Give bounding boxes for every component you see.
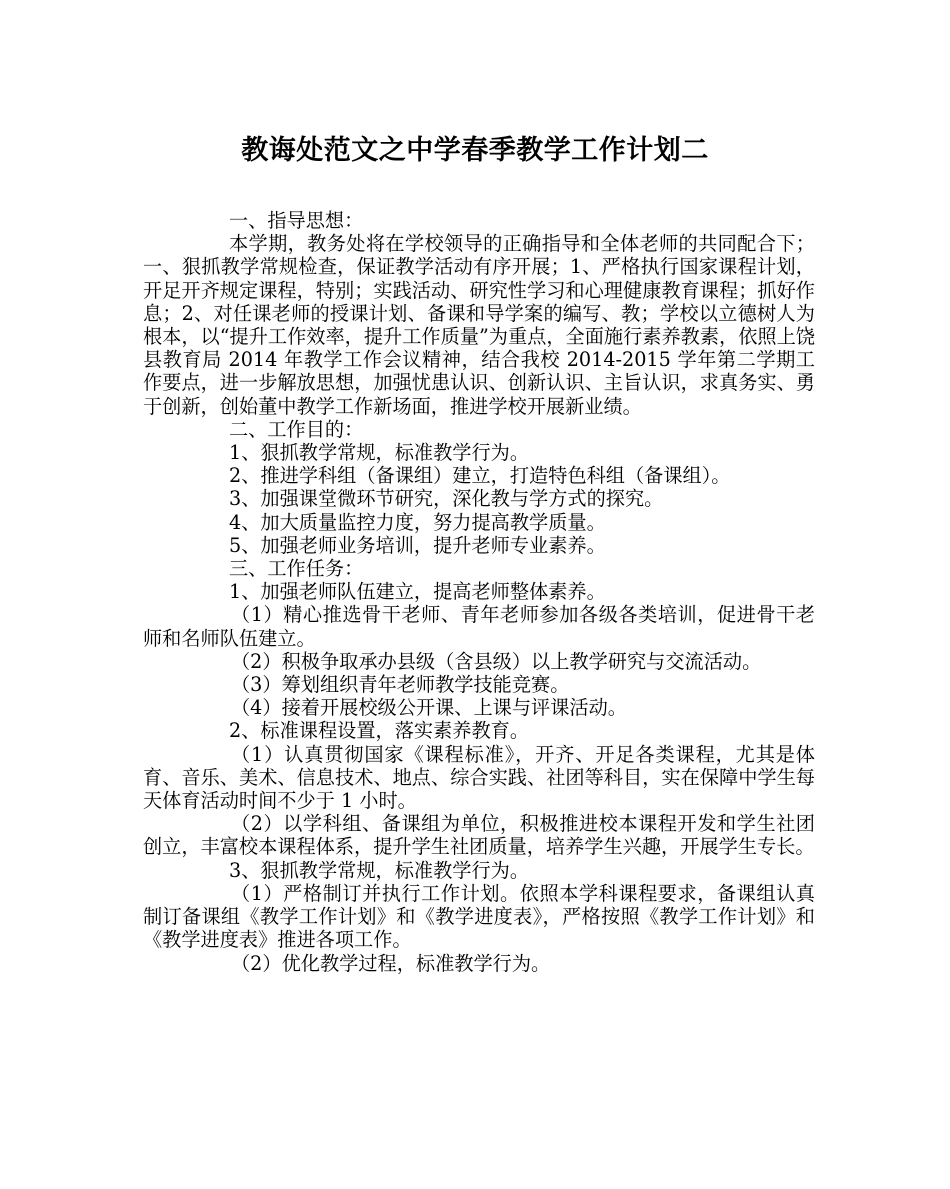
document-body [143,209,815,975]
list-item: 5、加强老师业务培训，提升老师专业素养。 [229,533,606,557]
document-title: 教诲处范文之中学春季教学工作计划二 [241,135,709,166]
sub-item: （2）积极争取承办县级（含县级）以上教学研究与交流活动。 [231,649,762,673]
sub-item: （3）筹划组织青年老师教学技能竞赛。 [231,673,570,697]
list-item: 3、加强课堂微环节研究，深化教与学方式的探究。 [229,487,664,511]
section-heading: 二、工作目的： [229,417,364,441]
section-heading: 三、工作任务： [229,557,364,581]
body-paragraph: 本学期，教务处将在学校领导的正确指导和全体老师的共同配合下；一、狠抓教学常规检查，保证教学活动有序开展；1、严格执行国家课程计划，开足开齐规定课程，特别；实践活动、研究性学习和心理健康教育课程；抓好作息；2、对任课老师的授课计划、备课和导学案的编写、教；学校以立德树人为根本，以“提升工作效率，提升工作质量”为重点，全面施行素养教素，依照上饶县教育局 2014 年教学工作会议精神，结合我校 2014-2015 学年第二学期工作要点，进一步解放思想，加强忧患认识、创新认识、主旨认识，求真务实、勇于创新，创始董中教学工作新场面，推进学校开展新业绩。 [143,232,815,418]
section-heading: 一、指导思想： [229,209,364,232]
list-item: 4、加大质量监控力度，努力提高教学质量。 [229,510,606,534]
sub-item: （1）严格制订并执行工作计划。依照本学科课程要求，备课组认真制订备课组《教学工作计划》和《教学进度表》，严格按照《教学工作计划》和《教学进度表》推进各项工作。 [143,881,815,952]
sub-item: （2）优化教学过程，标准教学行为。 [231,951,551,975]
sub-item: （1）认真贯彻国家《课程标准》，开齐、开足各类课程，尤其是体育、音乐、美术、信息技术、地点、综合实践、社团等科目，实在保障中学生每天体育活动时间不少于 1 小时。 [143,742,815,813]
list-item: 2、标准课程设置，落实素养教育。 [229,719,530,743]
sub-item: （4）接着开展校级公开课、上课与评课活动。 [231,696,627,720]
sub-item: （1）精心推选骨干老师、青年老师参加各级各类培训，促进骨干老师和名师队伍建立。 [143,603,815,650]
list-item: 1、狠抓教学常规，标准教学行为。 [229,441,530,465]
list-item: 2、推进学科组（备课组）建立，打造特色科组（备课组）。 [229,464,731,488]
list-item: 1、加强老师队伍建立，提高老师整体素养。 [229,580,606,604]
list-item: 3、狠抓教学常规，标准教学行为。 [229,858,530,882]
sub-item: （2）以学科组、备课组为单位，积极推进校本课程开发和学生社团创立，丰富校本课程体系，提升学生社团质量，培养学生兴趣，开展学生专长。 [143,812,815,859]
